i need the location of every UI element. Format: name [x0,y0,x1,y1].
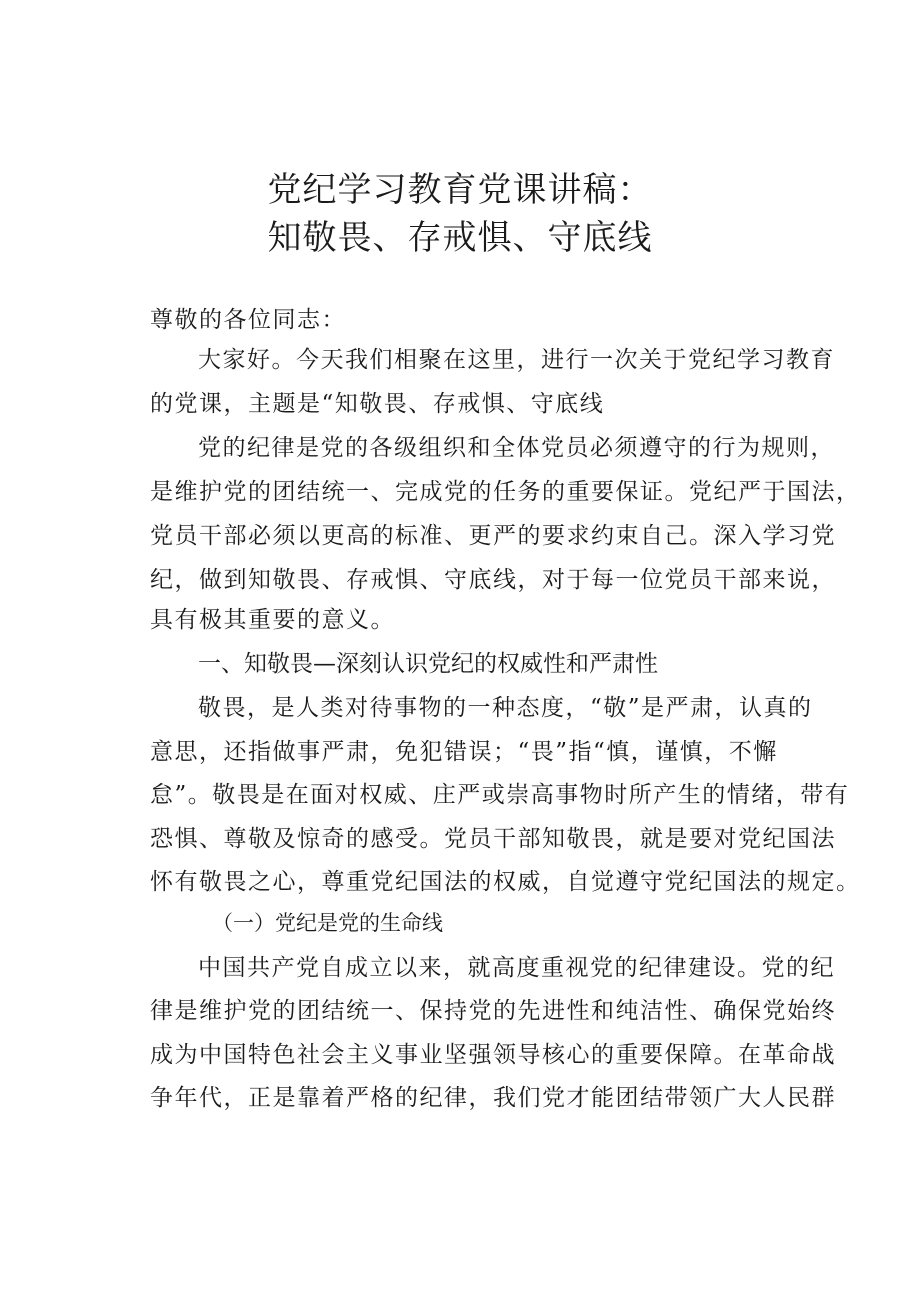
paragraph-3-line-5: 怀有敬畏之心，尊重党纪国法的权威，自觉遵守党纪国法的规定。 [150,869,861,895]
paragraph-4-line-2: 律是维护党的团结统一、保持党的先进性和纯洁性、确保党始终 [150,998,836,1024]
section-1-heading: 一、知敬畏—深刻认识党纪的权威性和严肃性 [198,651,658,677]
paragraph-2-line-2: 是维护党的团结统一、完成党的任务的重要保证。党纪严于国法， [150,479,861,505]
paragraph-3-line-4: 恐惧、尊敬及惊奇的感受。党员干部知敬畏，就是要对党纪国法 [150,826,836,852]
paragraph-1-line-1: 大家好。今天我们相聚在这里，进行一次关于党纪学习教育 [198,347,835,373]
document-title-line1: 党纪学习教育党课讲稿： [267,170,653,210]
paragraph-2-line-4: 纪，做到知敬畏、存戒惧、守底线，对于每一位党员干部来说， [150,567,836,593]
paragraph-2-line-5: 具有极其重要的意义。 [150,607,395,633]
paragraph-3-line-1: 敬畏，是人类对待事物的一种态度，“敬”是严肃，认真的 [198,695,813,721]
paragraph-2-line-3: 党员干部必须以更高的标准、更严的要求约束自己。深入学习党 [150,523,836,549]
paragraph-4-line-1: 中国共产党自成立以来，就高度重视党的纪律建设。党的纪 [198,955,835,981]
paragraph-4-line-3: 成为中国特色社会主义事业坚强领导核心的重要保障。在革命战 [150,1042,836,1068]
paragraph-2-line-1: 党的纪律是党的各级组织和全体党员必须遵守的行为规则， [198,435,835,461]
paragraph-3-line-2: 意思，还指做事严肃，免犯错误；“畏”指“慎，谨慎，不懈 [150,739,778,765]
subsection-1-heading: （一）党纪是党的生命线 [212,911,443,935]
salutation: 尊敬的各位同志： [150,307,346,333]
document-title-line2: 知敬畏、存戒惧、守底线 [267,218,653,258]
paragraph-3-line-3: 怠”。敬畏是在面对权威、庄严或崇高事物时所产生的情绪，带有 [150,782,850,808]
paragraph-4-line-4: 争年代，正是靠着严格的纪律，我们党才能团结带领广大人民群 [150,1085,836,1111]
paragraph-1-line-2: 的党课，主题是“知敬畏、存戒惧、守底线 [150,391,605,417]
